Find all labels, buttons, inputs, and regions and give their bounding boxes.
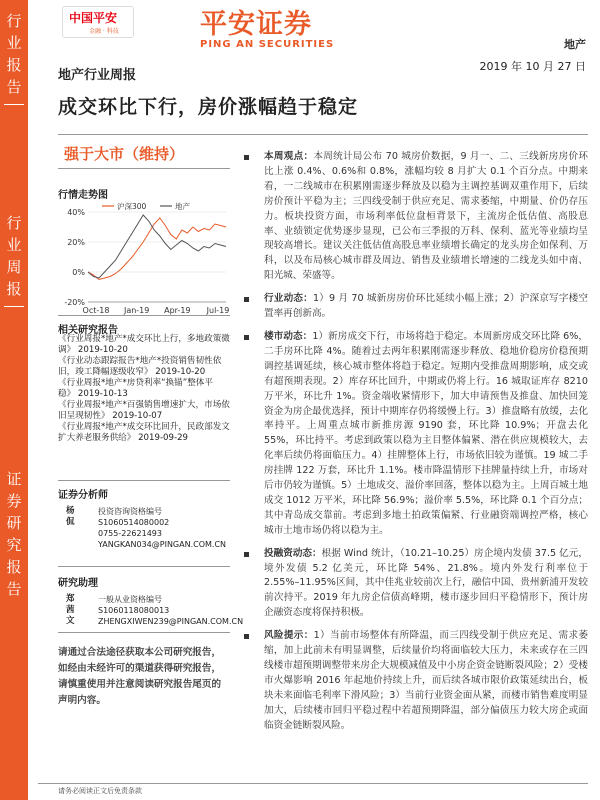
x-tick-label: Jan-19 — [123, 306, 150, 315]
rating: 强于大市（维持） — [64, 145, 185, 163]
bullet-text: 1）新房成交下行，市场将趋于稳定。本周新房成交环比降 6%，二手房环比降 4%。随着过去两年积累刚需逐步释放、稳地价稳房价稳预期调控基调延续，核心城市整体将趋于稳定。短期内受推盘周期影响，成交或有超预期表现。2）库存环比回升，中期或仍将上行。16 城取证库存 8210 万平米，环比升 1%。资金端收紧情形下，加大申请预售及推盘、加快回笼资金为房企最优选择，预计中期库存仍将缓慢上行。3）推盘略有放缓，去化率持平。上周重点城市新推房源 9190 套，环比降 10.9%；开盘去化 55%，环比持平。考虑到政策以稳为主目整体偏紧、潜在供应规模较大，去化率后续仍将面临压力。4）挂牌整体上行，市场依旧较为谨慎。19 城二手房挂牌 122 万套，环比升 1.1%。楼市降温情形下挂牌量持续上升，市场对后市仍较为谨慎。5）土地成交、溢价率回落，整体以稳为主。上周百城土地成交 1012 万平米，环比降 56.9%；溢价率 5.5%，环比降 0.1 个百分点；其中青岛成交靠前。考虑到多地土拍政策偏紧、行业融资端调控严格，核心城市土地市场仍将以稳为主。 — [264, 330, 589, 536]
chart-title: 行情走势图 — [58, 190, 108, 201]
related-report-item: 《行业周报*地产*房贷利率“换锚”整体平稳》 2019-10-13 — [58, 378, 213, 399]
assistant-name: 郑茜文 — [66, 594, 75, 626]
sidebar-label-research: 证 券 研 究 报 告 — [6, 470, 22, 598]
x-tick-label: Jul-19 — [206, 306, 230, 315]
divider — [58, 480, 230, 481]
analyst-info: 投资咨询资格编号 S1060514080002 0755-22621493 YANGKAN034@PINGAN.COM.CN — [98, 507, 227, 549]
divider — [58, 168, 230, 169]
related-report-item: 《行业周报*地产*百强销售增速扩大，市场依旧呈现韧性》 2019-10-07 — [58, 400, 230, 421]
series-line-0 — [88, 218, 226, 280]
industry-label: 地产 — [564, 38, 586, 51]
footer-note: 请务必阅读正文后免责条款 — [58, 787, 142, 795]
market-trend-chart — [58, 200, 230, 318]
series-line-1 — [88, 215, 226, 278]
bullet-text: 根据 Wind 统计，（10.21–10.25）房企境内发债 37.5 亿元，境外发债 5.2 亿美元，环比降 54%、21.8%。境内外发行利率位于 2.55%–11.95%区间，其中佳兆业较前次上行，融信中国、贵州新浦开发较前次持平。2019 年九房企信债高峰期，楼市逐步回归平稳情形下，预计房企融资态度将保持积极。 — [264, 547, 588, 619]
footer-divider — [38, 783, 588, 784]
bullet-paragraph — [244, 547, 588, 622]
bullet-heading: 风险提示： — [264, 630, 314, 642]
related-report-item: 《行业周报*地产*成交环比上行，多地政策微调》 2019-10-20 — [58, 334, 230, 355]
assistant-info: 一般从业资格编号 S1060118080013 ZHENGXIWEN239@PINGAN.COM.CN — [98, 595, 244, 626]
bullet-paragraph — [244, 150, 588, 284]
pingan-securities-logo: 平安证券 PING AN SECURITIES — [200, 9, 335, 50]
divider — [58, 134, 588, 135]
pingan-group-logo: 中国平安 金融 · 科技 — [62, 6, 134, 38]
sidebar-divider — [4, 306, 24, 307]
bullet-heading: 投融资动态： — [264, 547, 322, 559]
sidebar-label-weekly: 行 业 周 报 — [6, 214, 22, 298]
bullet-paragraph — [244, 330, 588, 539]
report-date: 2019 年 10 月 27 日 — [479, 60, 586, 73]
bullet-heading: 行业动态： — [264, 293, 313, 305]
legend-label: 地产 — [175, 202, 190, 211]
report-type: 地产行业周报 — [58, 68, 137, 83]
disclaimer: 请通过合法途径获取本公司研究报告，如经由未经许可的渠道获得研究报告，请慎重使用并注意阅读研究报告尾页的声明内容。 — [58, 647, 222, 706]
related-report-item: 《行业动态跟踪报告*地产*投资销售韧性依旧，竣工降幅逐级收窄》 2019-10-20 — [58, 356, 222, 377]
bullet-paragraph — [244, 292, 588, 322]
main-content — [244, 150, 588, 742]
x-tick-label: Oct-18 — [82, 306, 110, 315]
bullet-text: 本周统计局公布 70 城房价数据，9 月一、二、三线新房房价环比上涨 0.4%、0.6%和 0.8%，涨幅均较 8 月扩大 0.1 个百分点。中期来看，一二线城市在积累刚需逐步释放及以稳为主调控基调双重作用下，后续房价预计平稳为主；三四线受制于供应充足、需求萎缩，中期量、价仍存压力。板块投资方面，市场利率低位盘桓背景下，主流房企低估值、高股息率、业绩锁定优势逐步显现，已公布三季报的万科、保利、蓝光等业绩均呈现较高增长。建议关注低估值高股息率业绩增长确定的龙头房企如保利、万科，以及布局核心城市群及周边、销售及业绩增长增速的二线龙头如中南、阳光城、荣盛等。 — [264, 151, 589, 282]
bullet-heading: 楼市动态： — [264, 330, 313, 342]
related-reports-title: 相关研究报告 — [58, 325, 118, 336]
sidebar — [0, 0, 28, 800]
related-report-item: 《行业周报*地产*成交环比回升，民政部发文扩大养老服务供给》 2019-09-29 — [58, 422, 230, 443]
bullet-text: 1）当前市场整体有所降温，而三四线受制于供应充足、需求萎缩，加上此前未有明显调整，后续量价均将面临较大压力，未来或存在三四线楼市超预期调整带来房企大规模减值及中小房企资金链断裂风险；2）受楼市火爆影响 2016 年起地价持续上升，而后续各城市限价政策延续出台，板块未来面临毛利率下滑风险；3）当前行业资金面从紧，而楼市销售难度明显加大，后续楼市回归平稳过程中若超预期降温，部分偏债压力较大房企或面临资金链断裂风险。 — [264, 630, 588, 731]
divider — [58, 632, 230, 633]
sidebar-divider — [4, 104, 24, 105]
y-tick-label: 40% — [67, 208, 85, 217]
related-reports-list — [58, 334, 230, 444]
x-tick-label: Apr-19 — [164, 306, 191, 315]
bullet-text: 1）9 月 70 城新房房价环比延续小幅上涨；2）沪深京写字楼空置率再创新高。 — [264, 293, 589, 320]
page-title: 成交环比下行，房价涨幅趋于稳定 — [58, 96, 359, 118]
analysts-title: 证券分析师 — [58, 490, 108, 501]
analyst-name: 杨侃 — [66, 506, 75, 527]
y-tick-label: 0% — [72, 268, 85, 277]
y-tick-label: -20% — [64, 298, 85, 307]
sidebar-label-report: 行 业 报 告 — [6, 12, 22, 96]
divider — [58, 315, 230, 316]
bullet-paragraph — [244, 629, 588, 733]
bullet-heading: 本周观点： — [264, 151, 314, 162]
legend-label: 沪深300 — [117, 202, 147, 211]
y-tick-label: 20% — [67, 238, 85, 247]
divider — [58, 566, 230, 567]
assistant-title: 研究助理 — [58, 578, 98, 589]
